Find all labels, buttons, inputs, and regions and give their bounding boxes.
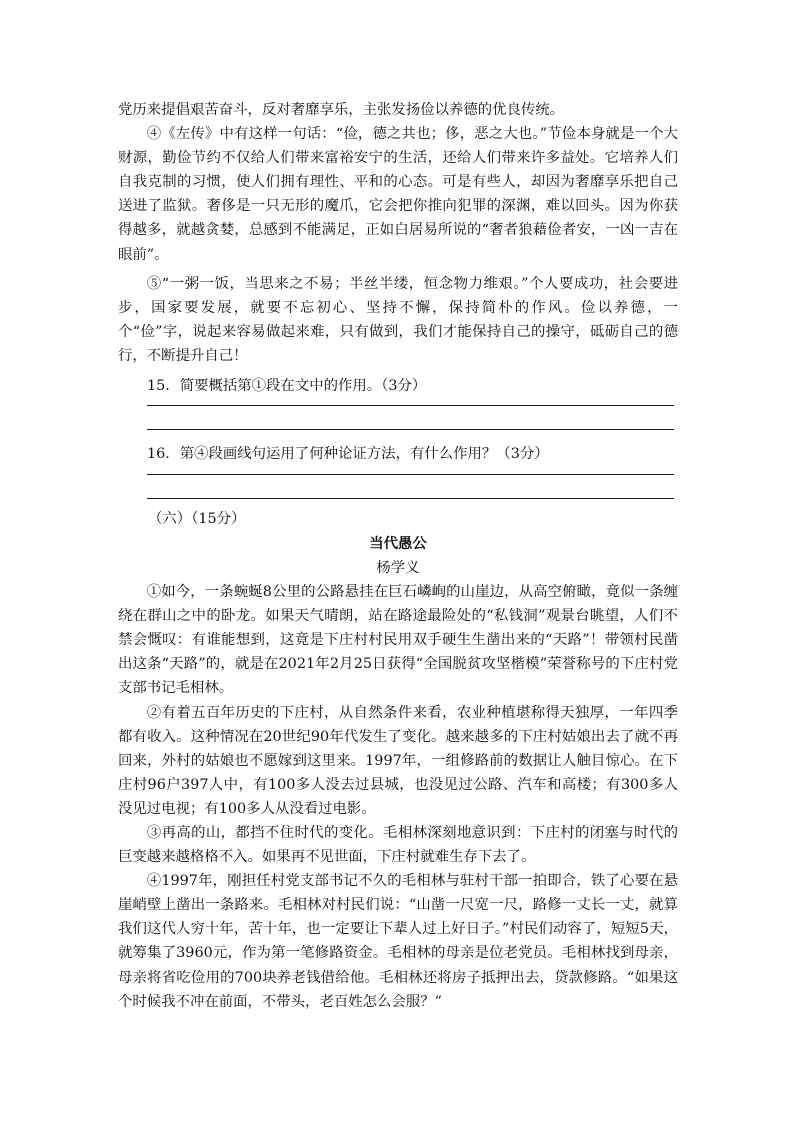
article-paragraph-1: ①如今，一条蜿蜒8公里的公路悬挂在巨石嶙峋的山崖边，从高空俯瞰，竟似一条缠绕在群山之中的卧龙。如果天气晴朗，站在路途最险处的“私钱洞”观景台眺望，人们不禁会慨叹：有谁能想到，这竟是下庄村村民用双手硬生生凿出来的“天路”！带领村民凿出这条“天路”的，就是在2021年2月25日获得“全国脱贫攻坚楷模”荣誉称号的下庄村党支部书记毛相林。 (118, 584, 678, 697)
answer-line-15a[interactable] (147, 405, 674, 406)
answer-line-15b[interactable] (147, 429, 674, 430)
article-paragraph-2: ②有着五百年历史的下庄村，从自然条件来看，农业种植堪称得天独厚，一年四季都有收入。这种情况在20世纪90年代发生了变化。越来越多的下庄村姑娘出去了就不再回来，外村的姑娘也不愿嫁到这里来。1997年，一组修路前的数据让人触目惊心。在下庄村96户397人中，有100多人没去过县城，也没见过公路、汽车和高楼；有300多人没见过电视；有100多人从没看过电影。 (118, 704, 678, 817)
article-paragraph-3: ③再高的山，都挡不住时代的变化。毛相林深刻地意识到：下庄村的闭塞与时代的巨变越来越格格不入。如果再不见世面，下庄村就难生存下去了。 (118, 824, 678, 866)
paragraph-4: ④《左传》中有这样一句话：“俭，德之共也；侈，恶之大也。”节俭本身就是一个大财源，勤俭节约不仅给人们带来富裕安宁的生活，还给人们带来许多益处。它培养人们自我克制的习惯，使人们拥有理性、平和的心态。可是有些人，却因为奢靡享乐把自己送进了监狱。奢侈是一只无形的魔爪，它会把你推向犯罪的深渊，难以回头。因为你获得越多，就越贪婪，总感到不能满足，正如白居易所说的“奢者狼藉俭者安，一凶一吉在眼前”。 (118, 126, 678, 263)
article-title: 当代愚公 (369, 536, 427, 553)
document-page (118, 98, 678, 1014)
section-heading: （六）（15分） (148, 511, 246, 528)
question-15: 15．简要概括第①段在文中的作用。（3分） (147, 378, 427, 395)
paragraph-intro-tail: 党历来提倡艰苦奋斗，反对奢靡享乐，主张发扬俭以养德的优良传统。 (118, 102, 565, 118)
answer-line-16a[interactable] (147, 474, 674, 475)
answer-line-16b[interactable] (147, 498, 674, 499)
paragraph-5: ⑤“一粥一饭，当思来之不易；半丝半缕，恒念物力维艰。”个人要成功，社会要进步，国家要发展，就要不忘初心、坚持不懈，保持简朴的作风。俭以养德，一个“俭”字，说起来容易做起来难，只有做到，我们才能保持自己的操守，砥砺自己的德行，不断提升自己！ (118, 275, 678, 364)
article-paragraph-4: ④1997年，刚担任村党支部书记不久的毛相林与驻村干部一拍即合，铁了心要在悬崖峭壁上凿出一条路来。毛相林对村民们说：“山凿一尺宽一尺，路修一丈长一丈，就算我们这代人穷十年，苦十年，也一定要让下辈人过上好日子。”村民们动容了，短短5天，就筹集了3960元，作为第一笔修路资金。毛相林的母亲是位老党员。毛相林找到母亲，母亲将省吃俭用的700块养老钱借给他。毛相林还将房子抵押出去，贷款修路。“如果这个时候我不冲在前面，不带头，老百姓怎么会服？” (118, 873, 678, 1010)
question-16: 16．第④段画线句运用了何种论证方法，有什么作用？（3分） (147, 446, 549, 463)
article-author: 杨学义 (376, 560, 420, 577)
